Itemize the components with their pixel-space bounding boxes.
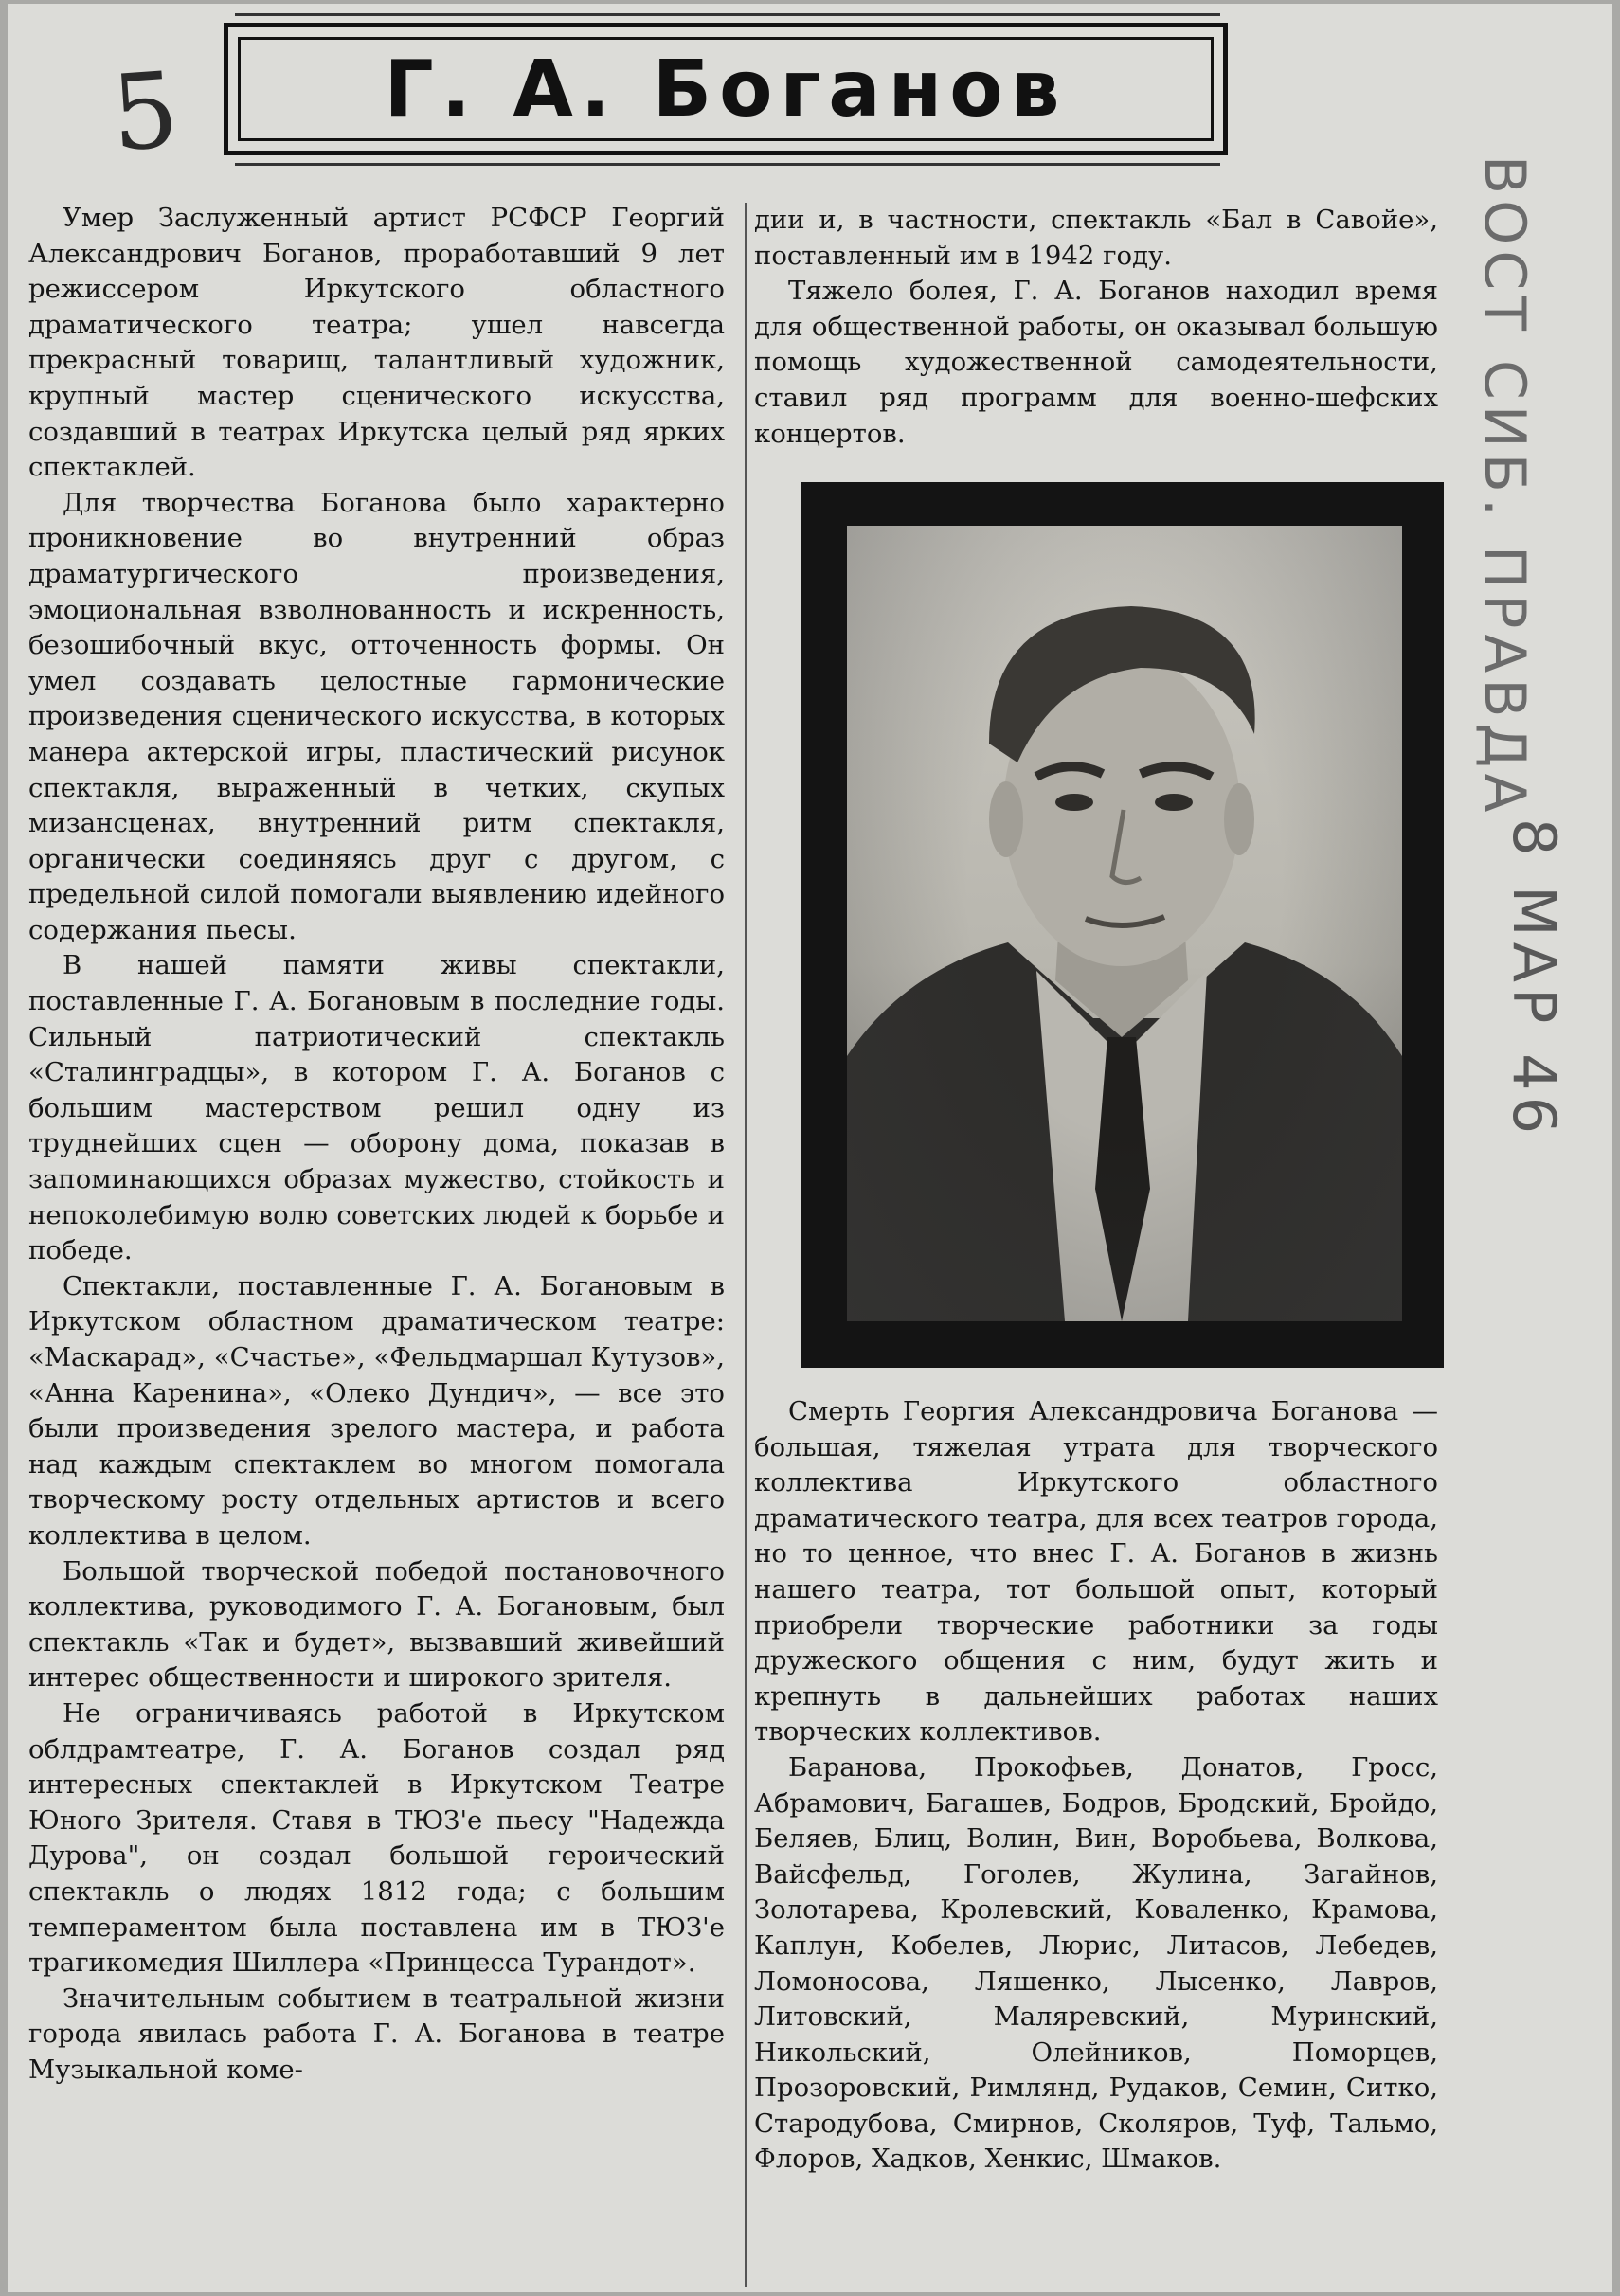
newspaper-clipping bbox=[8, 4, 1612, 2292]
paragraph: Тяжело болея, Г. А. Боганов находил время для общественной работы, он оказывал большую помощь художественной самодеятельности, ставил ряд программ для военно-шефских концертов. bbox=[754, 276, 1438, 449]
paragraph: Значительным событием в театральной жизни города явилась работа Г. А. Боганова в театре Музыкальной коме- bbox=[28, 1982, 725, 2085]
paragraph: Большой творческой победой постановочного коллектива, руководимого Г. А. Богановым, был спектакль «Так и будет», вызвавший живейший интерес общественности и широкого зрителя. bbox=[28, 1555, 725, 1694]
signatories: Баранова, Прокофьев, Донатов, Гросс, Абрамович, Багашев, Бодров, Бродский, Бройдо, Беляев, Блиц, Волин, Вин, Воробьева, Волкова, Вайсфельд, Гоголев, Жулина, Загайнов, Золотарева, Кролевский, Коваленко, Крамова, Каплун, Кобелев, Люрис, Литасов, Лебедев, Ломоносова, Ляшенко, Лысенко, Лавров, Литовский, Маляревский, Муринский, Никольский, Олейников, Поморцев, Прозоровский, Римлянд, Рудаков, Семин, Ситко, Стародубова, Смирнов, Сколяров, Туф, Тальмо, Флоров, Хадков, Хенкис, Шмаков. bbox=[754, 1751, 1438, 2175]
paragraph: Смерть Георгия Александровича Боганова — большая, тяжелая утрата для творческого коллектива Иркутского областного драматического театра, для всех театров города, но то ценное, что внес Г. А. Боганов в жизнь нашего театра, тот большой опыт, который приобрели творческие работники за годы дружеского общения с ним, будут жить и крепнуть в дальнейших работах наших творческих коллективов. bbox=[754, 1396, 1438, 1748]
left-column bbox=[28, 201, 725, 2088]
stamp-date: 8 МАР 46 bbox=[1500, 818, 1569, 1140]
photo-vignette bbox=[847, 526, 1402, 1321]
article-title: Г. А. Боганов bbox=[384, 44, 1068, 135]
portrait-photo bbox=[847, 526, 1402, 1321]
column-divider bbox=[745, 203, 747, 2287]
paragraph: В нашей памяти живы спектакли, поставленные Г. А. Богановым в последние годы. Сильный патриотический спектакль «Сталинградцы», в котором Г. А. Боганов с большим мастерством решил одну из труднейших сцен — оборону дома, показав в запоминающихся образах мужество, стойкость и непоколебимую волю советских людей к борьбе и победе. bbox=[28, 950, 725, 1266]
title-inner-frame bbox=[238, 37, 1214, 141]
paragraph: Для творчества Боганова было характерно проникновение во внутренний образ драматургического произведения, эмоциональная взволнованность и искренность, безошибочный вкус, отточенность формы. Он умел создавать целостные гармонические произведения сценического искусства, в которых манера актерской игры, пластический рисунок спектакля, выраженный в четких, скупых мизансценах, внутренний ритм спектакля, органически соединяясь друг с другом, с предельной силой помогали выявлению идейного содержания пьесы. bbox=[28, 487, 725, 945]
paragraph: дии и, в частности, спектакль «Бал в Савойе», поставленный им в 1942 году. bbox=[754, 205, 1438, 271]
handwritten-mark: 5 bbox=[107, 48, 183, 175]
right-column-top bbox=[754, 203, 1438, 452]
stamp-newspaper-name: ВОСТ СИБ. ПРАВДА bbox=[1471, 155, 1538, 818]
title-rule-top bbox=[235, 13, 1220, 16]
title-frame bbox=[224, 23, 1228, 155]
title-rule-bottom bbox=[235, 163, 1220, 166]
paragraph: Спектакли, поставленные Г. А. Богановым в Иркутском областном драматическом театре: «Маскарад», «Счастье», «Фельдмаршал Кутузов», «Анна Каренина», «Олеко Дундич», — все это были произведения зрелого мастера, и работа над каждым спектаклем во многом помогала творческому росту отдельных артистов и всего коллектива в целом. bbox=[28, 1270, 725, 1551]
paragraph: Не ограничиваясь работой в Иркутском облдрамтеатре, Г. А. Боганов создал ряд интересных спектаклей в Иркутском Театре Юного Зрителя. Ставя в ТЮЗ'е пьесу "Надежда Дурова", он создал большой героический спектакль о людях 1812 года; с большим темпераментом была поставлена им в ТЮЗ'е трагикомедия Шиллера «Принцесса Турандот». bbox=[28, 1697, 725, 1979]
portrait-photo-frame bbox=[801, 482, 1444, 1368]
paragraph: Умер Заслуженный артист РСФСР Георгий Александрович Боганов, проработавший 9 лет режиссером Иркутского областного драматического театра; ушел навсегда прекрасный товарищ, талантливый художник, крупный мастер сценического искусства, создавший в театрах Иркутска целый ряд ярких спектаклей. bbox=[28, 203, 725, 483]
right-column-bottom bbox=[754, 1394, 1438, 2178]
